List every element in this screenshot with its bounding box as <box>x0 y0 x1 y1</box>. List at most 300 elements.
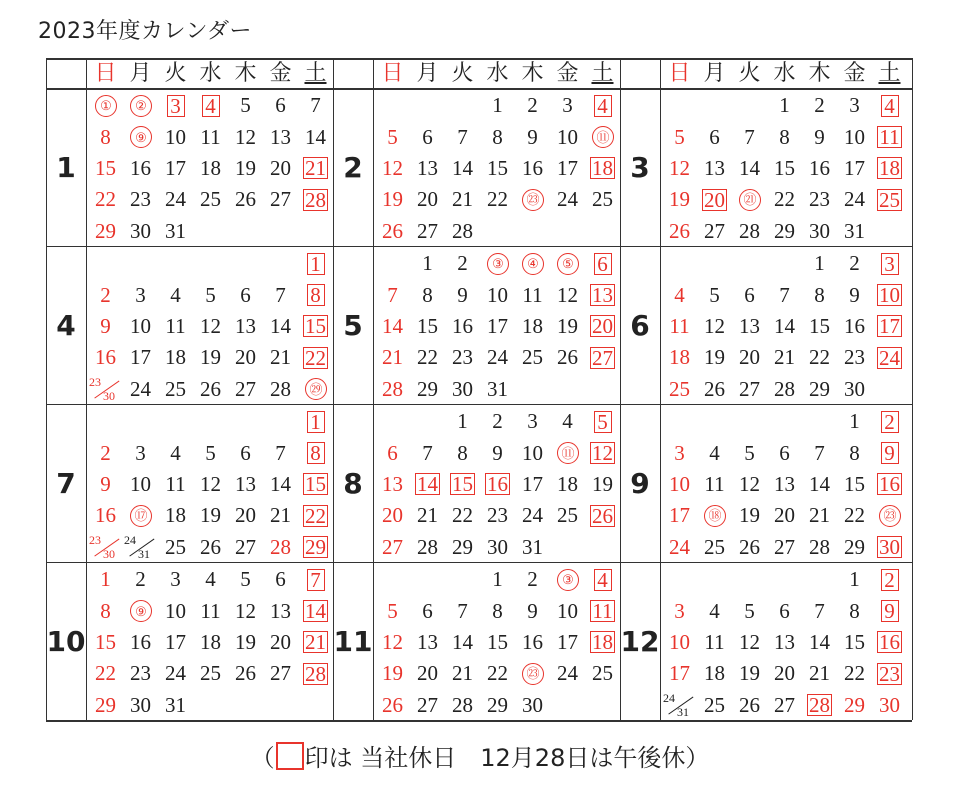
day-cell <box>767 342 802 373</box>
day-number: 6 <box>240 440 251 465</box>
day-number: 2 <box>881 569 899 591</box>
holiday-day <box>298 342 333 373</box>
day-number: 17 <box>557 629 578 654</box>
day-cell <box>158 595 193 626</box>
day-number: 20 <box>774 503 795 528</box>
day-number: 26 <box>235 661 256 686</box>
day-cell <box>732 121 767 152</box>
day-number: 16 <box>130 629 151 654</box>
day-number: 2 <box>849 251 860 276</box>
day-number: 22 <box>452 503 473 528</box>
holiday-day <box>872 532 907 563</box>
day-cell <box>802 437 837 468</box>
day-cell <box>697 121 732 152</box>
day-number: ㉑ <box>739 189 761 211</box>
day-number: 11 <box>165 313 186 338</box>
day-cell <box>158 564 193 595</box>
day-cell <box>767 500 802 531</box>
day-cell <box>263 658 298 689</box>
day-number: 25 <box>592 187 613 212</box>
day-cell <box>732 279 767 310</box>
day-number: 20 <box>235 503 256 528</box>
day-number: 28 <box>305 661 326 686</box>
day-number: 8 <box>100 124 111 149</box>
day-cell <box>802 627 837 658</box>
day-cell <box>263 311 298 342</box>
day-number: 4 <box>881 95 899 117</box>
day-cell <box>123 342 158 373</box>
day-number: 26 <box>739 534 760 559</box>
day-number: 29 <box>844 692 865 717</box>
day-cell <box>410 532 445 563</box>
day-cell <box>802 279 837 310</box>
weekday-header: 日 <box>381 61 404 86</box>
day-number: 15 <box>95 629 116 654</box>
day-number: 28 <box>809 534 830 559</box>
day-cell <box>662 311 697 342</box>
day-number: 16 <box>452 313 473 338</box>
day-number: 12 <box>382 155 403 180</box>
day-cell <box>662 469 697 500</box>
day-number: 15 <box>487 155 508 180</box>
holiday-day <box>298 532 333 563</box>
weekday-header: 木 <box>234 61 257 86</box>
day-cell <box>697 595 732 626</box>
day-cell <box>480 437 515 468</box>
day-number: 31 <box>165 218 186 243</box>
day-number: 16 <box>809 155 830 180</box>
day-cell <box>837 279 872 310</box>
split-day <box>663 690 697 719</box>
day-number: 18 <box>165 345 186 370</box>
day-cell <box>298 121 333 152</box>
day-number: 28 <box>270 534 291 559</box>
day-cell <box>767 658 802 689</box>
holiday-day <box>480 469 515 500</box>
day-number: 26 <box>739 692 760 717</box>
day-number: 21 <box>305 630 326 655</box>
day-cell <box>767 121 802 152</box>
day-cell <box>515 469 550 500</box>
day-cell <box>158 690 193 721</box>
day-cell <box>697 658 732 689</box>
day-cell <box>410 658 445 689</box>
day-cell <box>480 564 515 595</box>
day-number: 12 <box>669 155 690 180</box>
day-number: 9 <box>814 124 825 149</box>
day-cell <box>837 437 872 468</box>
day-cell <box>767 374 802 405</box>
day-cell <box>480 184 515 215</box>
day-number: 9 <box>849 282 860 307</box>
day-number: 12 <box>739 471 760 496</box>
day-number: 3 <box>881 253 899 275</box>
day-cell <box>697 532 732 563</box>
day-number: 29 <box>95 218 116 243</box>
day-cell <box>802 658 837 689</box>
day-number: 16 <box>487 472 508 497</box>
day-cell <box>550 469 585 500</box>
day-number: 18 <box>669 345 690 370</box>
day-cell <box>662 658 697 689</box>
day-cell <box>445 532 480 563</box>
footnote-text: 印は 当社休日 12月28日は午後休） <box>304 744 710 772</box>
day-cell <box>158 311 193 342</box>
day-number: 8 <box>849 440 860 465</box>
day-number: 22 <box>95 187 116 212</box>
day-cell <box>410 595 445 626</box>
day-cell <box>732 690 767 721</box>
day-number: 4 <box>205 567 216 592</box>
day-number: 19 <box>235 155 256 180</box>
day-cell <box>662 500 697 531</box>
day-cell <box>410 279 445 310</box>
split-day-second: 31 <box>138 546 150 561</box>
day-cell <box>228 627 263 658</box>
day-cell <box>732 342 767 373</box>
day-cell <box>375 437 410 468</box>
day-number: 9 <box>100 313 111 338</box>
day-cell <box>802 216 837 247</box>
day-number: 2 <box>881 411 899 433</box>
day-number: 27 <box>774 534 795 559</box>
day-number: 17 <box>130 345 151 370</box>
day-cell <box>732 374 767 405</box>
day-number: 28 <box>452 218 473 243</box>
holiday-day <box>298 184 333 215</box>
day-number: 30 <box>487 534 508 559</box>
holiday-day <box>697 184 732 215</box>
day-number: 5 <box>674 124 685 149</box>
day-cell <box>375 500 410 531</box>
holiday-day <box>872 406 907 437</box>
day-number: 22 <box>305 503 326 528</box>
holiday-day <box>872 342 907 373</box>
day-cell <box>263 153 298 184</box>
day-number: 30 <box>522 692 543 717</box>
day-number: 28 <box>270 376 291 401</box>
day-cell <box>767 311 802 342</box>
weekday-header: 火 <box>451 61 474 86</box>
day-cell <box>375 342 410 373</box>
day-number: 15 <box>452 472 473 497</box>
day-cell <box>298 90 333 121</box>
day-number: 7 <box>387 282 398 307</box>
day-number: 1 <box>492 567 503 592</box>
day-cell <box>410 690 445 721</box>
day-number: 22 <box>809 345 830 370</box>
day-cell <box>375 690 410 721</box>
day-number: 30 <box>879 692 900 717</box>
day-cell <box>515 564 550 595</box>
day-number: 12 <box>235 598 256 623</box>
circled-day <box>515 248 550 279</box>
day-number: 10 <box>487 282 508 307</box>
day-number: 6 <box>779 440 790 465</box>
day-cell <box>767 532 802 563</box>
weekday-header: 火 <box>164 61 187 86</box>
day-cell <box>445 437 480 468</box>
day-number: 25 <box>592 661 613 686</box>
split-day-second: 30 <box>103 388 115 403</box>
day-number: 11 <box>704 471 725 496</box>
holiday-day <box>585 627 620 658</box>
day-cell <box>88 564 123 595</box>
day-number: 6 <box>779 598 790 623</box>
day-number: 17 <box>879 314 900 339</box>
day-cell <box>697 342 732 373</box>
day-number: 17 <box>522 471 543 496</box>
day-number: 13 <box>739 313 760 338</box>
day-number: 13 <box>774 629 795 654</box>
day-number: 29 <box>95 692 116 717</box>
weekday-header: 金 <box>843 61 866 86</box>
day-number: 27 <box>704 218 725 243</box>
day-number: 12 <box>592 441 613 466</box>
day-cell <box>837 595 872 626</box>
day-number: 25 <box>522 345 543 370</box>
day-number: 1 <box>814 251 825 276</box>
day-number: 25 <box>200 187 221 212</box>
day-cell <box>662 121 697 152</box>
day-number: 7 <box>310 93 321 118</box>
day-number: 8 <box>849 598 860 623</box>
day-number: 18 <box>165 503 186 528</box>
day-number: 21 <box>809 661 830 686</box>
day-cell <box>732 500 767 531</box>
day-number: 2 <box>457 251 468 276</box>
day-number: 25 <box>669 376 690 401</box>
holiday-day <box>872 627 907 658</box>
day-number: 28 <box>417 534 438 559</box>
day-number: 18 <box>592 630 613 655</box>
day-number: 30 <box>452 376 473 401</box>
day-number: 11 <box>522 282 543 307</box>
day-number: ⑪ <box>557 442 579 464</box>
split-day-second: 30 <box>103 546 115 561</box>
day-number: 17 <box>844 155 865 180</box>
day-number: 8 <box>492 598 503 623</box>
day-cell <box>410 437 445 468</box>
day-number: 19 <box>382 187 403 212</box>
weekday-header: 月 <box>129 61 152 86</box>
day-cell <box>263 279 298 310</box>
day-number: ⑪ <box>592 126 614 148</box>
day-cell <box>228 184 263 215</box>
day-cell <box>585 469 620 500</box>
day-number: 5 <box>387 124 398 149</box>
circled-day <box>872 500 907 531</box>
day-number: 15 <box>305 314 326 339</box>
day-number: 11 <box>879 125 900 150</box>
day-number: 22 <box>417 345 438 370</box>
day-number: 25 <box>200 661 221 686</box>
circled-day <box>123 90 158 121</box>
circled-day <box>515 184 550 215</box>
day-cell <box>697 279 732 310</box>
day-number: 3 <box>527 409 538 434</box>
circled-day <box>550 437 585 468</box>
day-cell <box>837 121 872 152</box>
holiday-day <box>872 121 907 152</box>
weekday-header: 土 <box>304 61 327 86</box>
day-cell <box>480 406 515 437</box>
day-cell <box>410 153 445 184</box>
day-number: 1 <box>849 409 860 434</box>
day-number: 11 <box>592 599 613 624</box>
day-number: 18 <box>879 156 900 181</box>
day-cell <box>480 658 515 689</box>
day-number: 20 <box>739 345 760 370</box>
day-number: 10 <box>165 598 186 623</box>
holiday-day <box>410 469 445 500</box>
day-cell <box>158 216 193 247</box>
day-cell <box>445 374 480 405</box>
day-cell <box>802 121 837 152</box>
day-cell <box>158 342 193 373</box>
holiday-mark-icon <box>276 742 304 770</box>
weekday-header: 木 <box>521 61 544 86</box>
day-cell <box>662 216 697 247</box>
day-cell <box>767 184 802 215</box>
holiday-day <box>585 564 620 595</box>
day-number: 27 <box>382 534 403 559</box>
weekday-header: 水 <box>199 61 222 86</box>
day-number: 7 <box>814 598 825 623</box>
holiday-day <box>585 311 620 342</box>
day-cell <box>193 437 228 468</box>
day-cell <box>767 437 802 468</box>
day-cell <box>410 311 445 342</box>
day-cell <box>767 216 802 247</box>
day-number: 26 <box>200 534 221 559</box>
day-cell <box>732 469 767 500</box>
holiday-day <box>872 437 907 468</box>
day-cell <box>480 279 515 310</box>
day-number: 19 <box>557 313 578 338</box>
day-number: 29 <box>417 376 438 401</box>
day-number: 14 <box>452 629 473 654</box>
day-number: 16 <box>879 472 900 497</box>
day-number: 31 <box>522 534 543 559</box>
day-number: ㉓ <box>522 189 544 211</box>
day-number: 2 <box>492 409 503 434</box>
day-cell <box>697 216 732 247</box>
day-cell <box>550 184 585 215</box>
day-cell <box>88 437 123 468</box>
day-number: 18 <box>592 156 613 181</box>
day-cell <box>228 658 263 689</box>
day-cell <box>802 342 837 373</box>
holiday-day <box>585 153 620 184</box>
day-cell <box>697 469 732 500</box>
day-cell <box>263 184 298 215</box>
day-number: 16 <box>95 345 116 370</box>
day-cell <box>123 184 158 215</box>
day-number: 29 <box>487 692 508 717</box>
day-number: 3 <box>849 93 860 118</box>
day-cell <box>375 311 410 342</box>
day-number: 8 <box>457 440 468 465</box>
day-number: 16 <box>130 155 151 180</box>
day-cell <box>550 658 585 689</box>
day-number: 20 <box>417 661 438 686</box>
day-number: 27 <box>774 692 795 717</box>
day-number: 14 <box>417 472 438 497</box>
day-number: ② <box>130 95 152 117</box>
day-number: 3 <box>135 440 146 465</box>
day-number: 24 <box>557 187 578 212</box>
day-number: 12 <box>557 282 578 307</box>
day-number: 10 <box>557 124 578 149</box>
day-number: 21 <box>452 661 473 686</box>
month-label-10: 10 <box>46 624 86 658</box>
weekday-header: 金 <box>269 61 292 86</box>
day-cell <box>662 279 697 310</box>
day-number: 12 <box>200 313 221 338</box>
weekday-header: 木 <box>808 61 831 86</box>
day-number: 22 <box>487 661 508 686</box>
day-number: 16 <box>879 630 900 655</box>
day-number: 18 <box>200 155 221 180</box>
day-number: 24 <box>669 534 690 559</box>
day-number: 5 <box>240 567 251 592</box>
day-cell <box>88 627 123 658</box>
day-number: 21 <box>809 503 830 528</box>
day-cell <box>480 90 515 121</box>
day-cell <box>697 627 732 658</box>
day-cell <box>410 342 445 373</box>
day-number: 8 <box>492 124 503 149</box>
day-number: 5 <box>240 93 251 118</box>
day-cell <box>767 627 802 658</box>
day-cell <box>515 532 550 563</box>
day-cell <box>515 406 550 437</box>
day-number: 30 <box>809 218 830 243</box>
day-number: 14 <box>382 313 403 338</box>
day-cell <box>88 342 123 373</box>
day-number: 13 <box>270 598 291 623</box>
day-number: 19 <box>200 503 221 528</box>
day-cell <box>767 153 802 184</box>
day-number: 9 <box>527 598 538 623</box>
day-number: 20 <box>270 155 291 180</box>
day-cell <box>375 121 410 152</box>
day-cell <box>158 153 193 184</box>
day-number: 10 <box>130 471 151 496</box>
day-cell <box>123 627 158 658</box>
day-number: 26 <box>382 218 403 243</box>
circled-day <box>515 658 550 689</box>
day-cell <box>515 690 550 721</box>
day-cell <box>802 248 837 279</box>
day-cell <box>585 184 620 215</box>
day-number: 3 <box>674 598 685 623</box>
holiday-day <box>298 279 333 310</box>
day-cell <box>837 658 872 689</box>
circled-day <box>298 374 333 405</box>
day-cell <box>445 595 480 626</box>
day-cell <box>123 658 158 689</box>
day-cell <box>837 690 872 721</box>
day-number: 27 <box>417 218 438 243</box>
circled-day <box>480 248 515 279</box>
day-cell <box>193 374 228 405</box>
day-cell <box>697 153 732 184</box>
day-cell <box>480 121 515 152</box>
day-number: 26 <box>669 218 690 243</box>
circled-day <box>123 595 158 626</box>
